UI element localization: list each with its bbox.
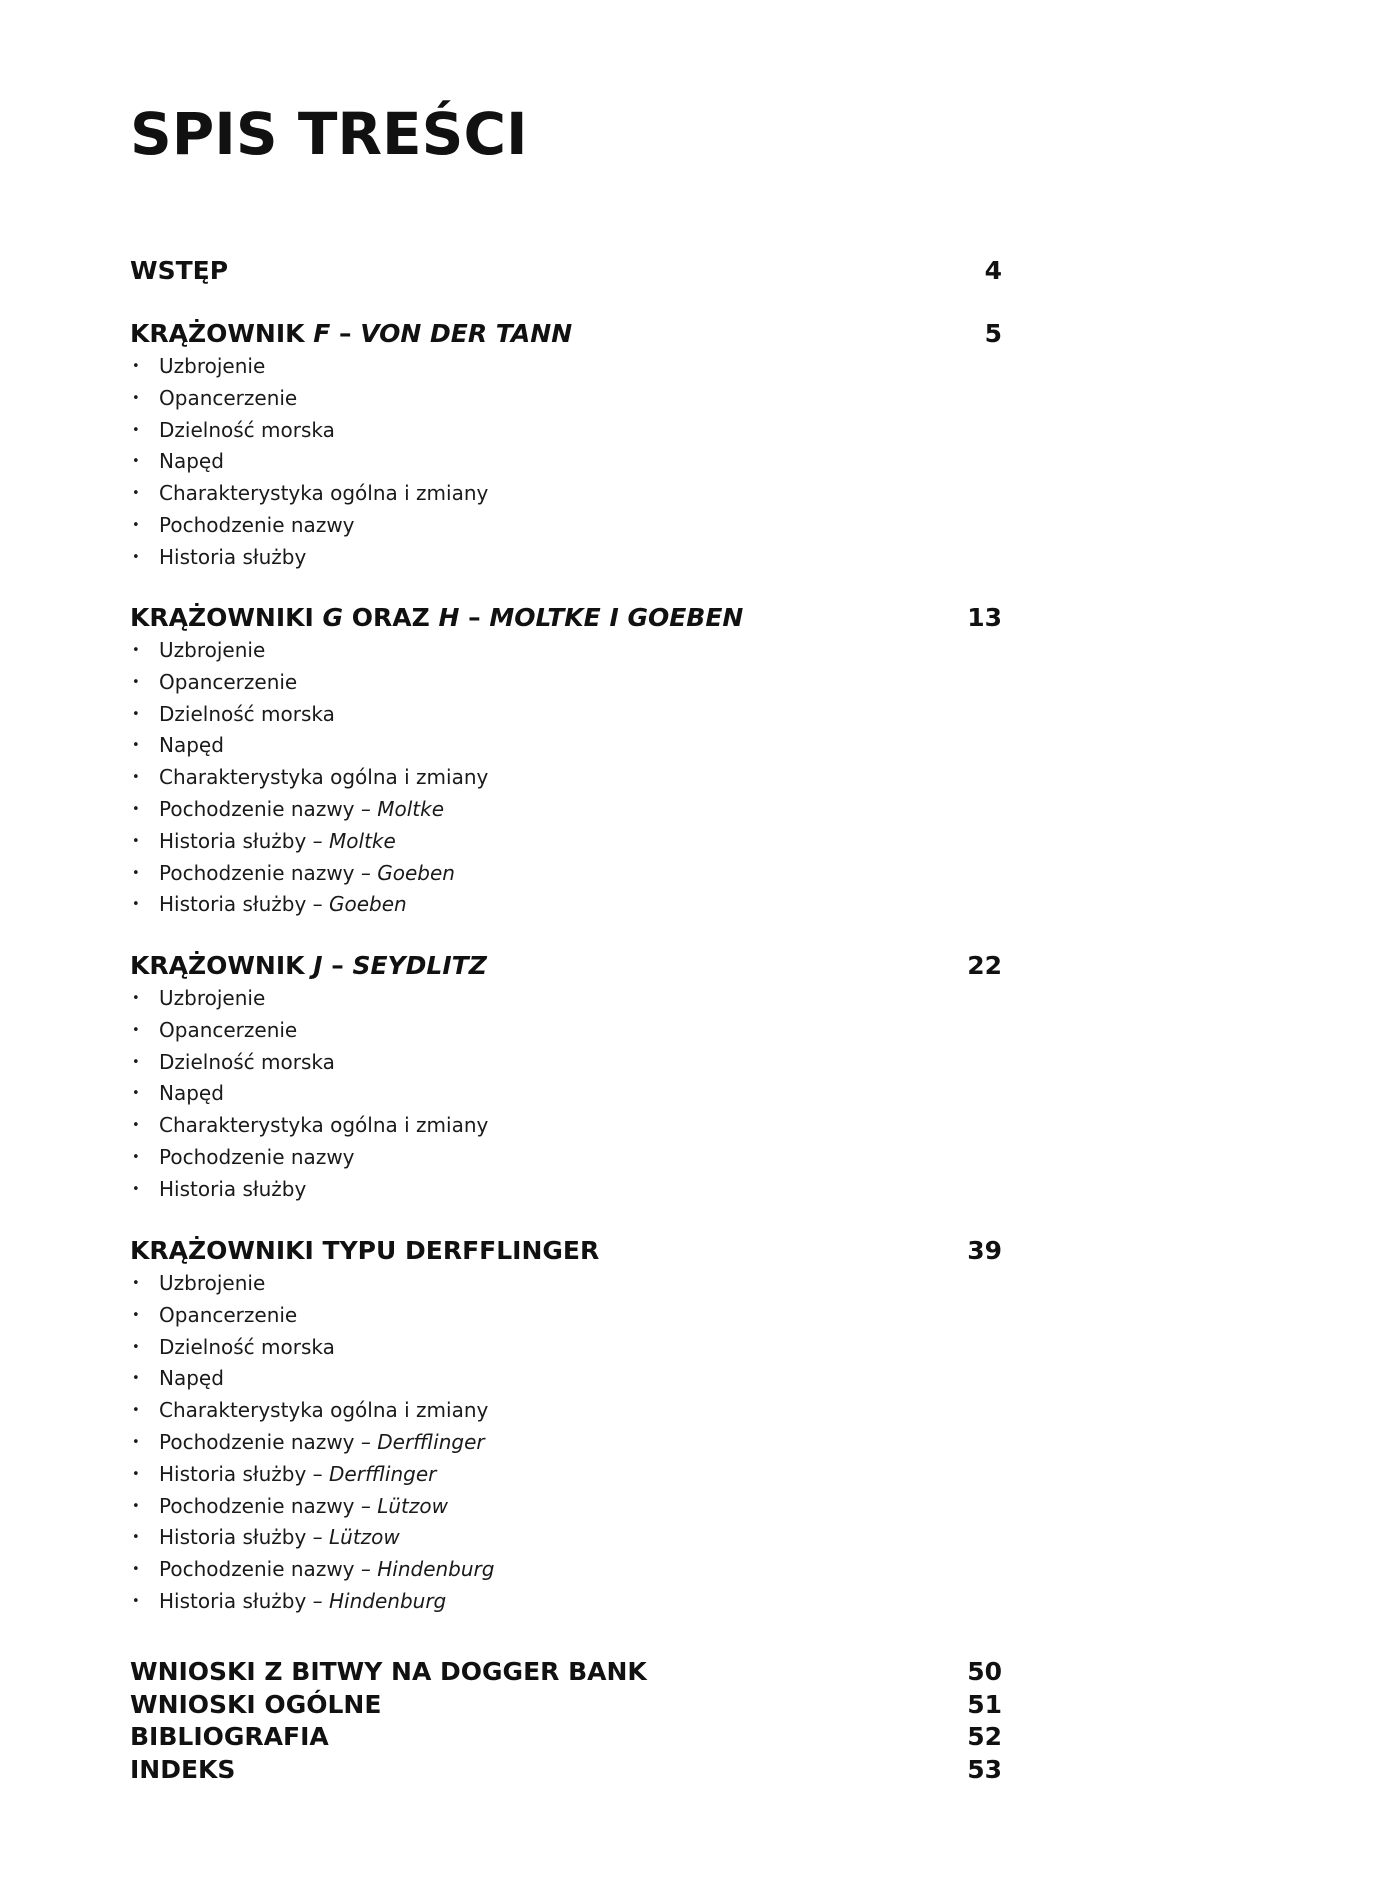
toc-page-number: 22 xyxy=(967,951,1002,980)
bullet-icon: • xyxy=(132,770,140,786)
toc-section-derfflinger xyxy=(130,1234,1002,1618)
toc-subitem xyxy=(130,542,1002,574)
toc-subitem-label: Historia służby xyxy=(159,544,307,569)
bullet-icon: • xyxy=(132,706,140,722)
bullet-icon: • xyxy=(132,454,140,470)
toc-section-heading xyxy=(130,317,1002,351)
toc-subitem-label: Pochodzenie nazwy xyxy=(159,512,355,537)
toc-subitem xyxy=(130,826,1002,858)
bullet-icon: • xyxy=(132,486,140,502)
toc-section-wstep xyxy=(130,254,1002,288)
bullet-icon: • xyxy=(132,422,140,438)
toc-subitem xyxy=(130,1142,1002,1174)
toc-page-number: 5 xyxy=(984,319,1002,348)
toc-section-heading xyxy=(130,1234,1002,1268)
toc-page-number: 4 xyxy=(984,256,1002,285)
toc-subitem-label: Dzielność morska xyxy=(159,1334,335,1359)
toc-subitem-label: Charakterystyka ogólna i zmiany xyxy=(159,1398,489,1423)
toc-subitem xyxy=(130,383,1002,415)
toc-section-heading xyxy=(130,949,1002,983)
toc-subitem-label: Napęd xyxy=(159,733,224,758)
toc-subitem-label: Uzbrojenie xyxy=(159,986,266,1010)
toc-section-title-part: F xyxy=(313,319,331,348)
toc-section-title-part: KRĄŻOWNIKI xyxy=(130,603,323,632)
toc-subitem-list xyxy=(130,983,1002,1206)
toc-section-von-der-tann xyxy=(130,317,1002,574)
toc-subitem-label: Historia służby xyxy=(159,1176,307,1201)
toc-section-title-part: H xyxy=(438,603,460,632)
toc-subitem-label: Historia służby – xyxy=(159,1461,330,1486)
bullet-icon: • xyxy=(132,517,140,533)
bullet-icon: • xyxy=(132,1022,140,1038)
toc-page-number: 51 xyxy=(967,1689,1002,1719)
toc-subitem xyxy=(130,446,1002,478)
toc-subitem xyxy=(130,1427,1002,1459)
toc-subitem-label: Pochodzenie nazwy – xyxy=(159,1429,378,1454)
bullet-icon: • xyxy=(132,1498,140,1514)
toc-subitem xyxy=(130,510,1002,542)
toc-entry-title: BIBLIOGRAFIA xyxy=(130,1722,329,1751)
toc-subitem-label: Uzbrojenie xyxy=(159,354,266,378)
toc-entry-title: INDEKS xyxy=(130,1754,236,1784)
toc-subitem xyxy=(130,635,1002,667)
toc-subitem xyxy=(130,1395,1002,1427)
toc-section-title xyxy=(130,949,487,983)
toc-subitem-list xyxy=(130,635,1002,921)
bullet-icon: • xyxy=(132,1086,140,1102)
toc-section-title xyxy=(130,601,743,635)
toc-subitem-label: Charakterystyka ogólna i zmiany xyxy=(159,481,489,506)
page-title: SPIS TREŚCI xyxy=(130,100,528,168)
toc-subitem-ship-name: Hindenburg xyxy=(329,1588,447,1613)
bullet-icon: • xyxy=(132,359,140,374)
bullet-icon: • xyxy=(132,1149,140,1165)
toc-subitem-ship-name: Derfflinger xyxy=(329,1461,437,1486)
toc-subitem-label: Historia służby – xyxy=(159,892,330,917)
toc-subitem-label: Napęd xyxy=(159,449,224,474)
toc-section-title xyxy=(130,317,572,351)
toc-subitem xyxy=(130,762,1002,794)
toc-entry-title: WNIOSKI Z BITWY NA DOGGER BANK xyxy=(130,1657,647,1686)
toc-subitem xyxy=(130,351,1002,383)
bullet-icon: • xyxy=(132,897,140,913)
bullet-icon: • xyxy=(132,1403,140,1419)
toc-subitem xyxy=(130,730,1002,762)
bullet-icon: • xyxy=(132,1054,140,1070)
toc-subitem-label: Dzielność morska xyxy=(159,417,335,442)
toc-subitem-label: Napęd xyxy=(159,1366,224,1391)
toc-subitem-label: Dzielność morska xyxy=(159,701,335,726)
toc-subitem-label: Historia służby – xyxy=(159,828,330,853)
toc-subitem-label: Uzbrojenie xyxy=(159,638,266,662)
toc-subitem-label: Charakterystyka ogólna i zmiany xyxy=(159,1113,489,1138)
bullet-icon: • xyxy=(132,833,140,849)
toc-subitem-list xyxy=(130,1268,1002,1618)
toc-subitem-ship-name: Lützow xyxy=(329,1525,400,1550)
toc-subitem-list xyxy=(130,351,1002,574)
toc-subitem xyxy=(130,1110,1002,1142)
toc-section-title-part: – xyxy=(459,603,490,632)
bullet-icon: • xyxy=(132,1181,140,1197)
toc-section-title xyxy=(130,1234,599,1268)
toc-subitem-label: Opancerzenie xyxy=(159,1017,298,1042)
toc-subitem xyxy=(130,1078,1002,1110)
toc-subitem-label: Opancerzenie xyxy=(159,669,298,694)
bullet-icon: • xyxy=(132,1118,140,1134)
bullet-icon: • xyxy=(132,1466,140,1482)
toc-section-title-part: ORAZ xyxy=(343,603,439,632)
toc-subitem xyxy=(130,699,1002,731)
bullet-icon: • xyxy=(132,674,140,690)
toc-section-title-part: VON DER TANN xyxy=(360,319,573,348)
toc-subitem-label: Napęd xyxy=(159,1081,224,1106)
toc-subitem xyxy=(130,1174,1002,1206)
toc-subitem-ship-name: Lützow xyxy=(377,1493,448,1518)
toc-subitem-label: Pochodzenie nazwy – xyxy=(159,1557,378,1582)
toc-entry-dogger-bank xyxy=(130,1656,1002,1689)
toc-subitem xyxy=(130,667,1002,699)
toc-page-number: 50 xyxy=(967,1657,1002,1686)
toc-subitem xyxy=(130,1015,1002,1047)
toc-section-title-part: G xyxy=(322,603,344,632)
bullet-icon: • xyxy=(132,1339,140,1355)
toc-page-number: 52 xyxy=(967,1722,1002,1751)
toc-subitem xyxy=(130,794,1002,826)
toc-section-title-part: MOLTKE I GOEBEN xyxy=(489,603,744,632)
toc-section-title-part: KRĄŻOWNIK xyxy=(130,951,314,980)
toc-subitem-ship-name: Goeben xyxy=(329,892,407,917)
toc-section-title-part: – xyxy=(322,951,353,980)
toc-subitem xyxy=(130,983,1002,1015)
toc-section-heading xyxy=(130,601,1002,635)
toc-subitem xyxy=(130,1363,1002,1395)
bullet-icon: • xyxy=(132,1562,140,1578)
toc-section-title-part: SEYDLITZ xyxy=(352,951,487,980)
toc-subitem-label: Historia służby – xyxy=(159,1525,330,1550)
toc-subitem-label: Pochodzenie nazwy xyxy=(159,1144,355,1169)
toc-subitem-ship-name: Moltke xyxy=(377,796,445,821)
bullet-icon: • xyxy=(132,738,140,754)
toc-subitem-label: Historia służby – xyxy=(159,1588,330,1613)
bullet-icon: • xyxy=(132,1434,140,1450)
toc-subitem-label: Pochodzenie nazwy – xyxy=(159,860,378,885)
toc-subitem xyxy=(130,858,1002,890)
bullet-icon: • xyxy=(132,549,140,565)
toc-subitem-label: Pochodzenie nazwy – xyxy=(159,1493,378,1518)
toc-entry-conclusions xyxy=(130,1689,1002,1722)
toc-subitem xyxy=(130,1459,1002,1491)
toc-page-number: 53 xyxy=(967,1754,1002,1784)
toc-section-title xyxy=(130,254,228,288)
toc-entry-index xyxy=(130,1754,1002,1787)
toc-subitem-label: Opancerzenie xyxy=(159,385,298,410)
toc-subitem-label: Dzielność morska xyxy=(159,1049,335,1074)
bullet-icon: • xyxy=(132,1307,140,1323)
toc-section-title-part: KRĄŻOWNIKI TYPU DERFFLINGER xyxy=(130,1236,600,1265)
toc-subitem-ship-name: Derfflinger xyxy=(377,1429,485,1454)
toc-subitem-ship-name: Hindenburg xyxy=(377,1557,495,1582)
bullet-icon: • xyxy=(132,1593,140,1609)
bullet-icon: • xyxy=(132,865,140,881)
toc-section-title-part: WSTĘP xyxy=(130,256,229,285)
toc-subitem xyxy=(130,1554,1002,1586)
toc-subitem-ship-name: Goeben xyxy=(377,860,455,885)
bullet-icon: • xyxy=(132,801,140,817)
toc-section-seydlitz xyxy=(130,949,1002,1206)
toc-subitem xyxy=(130,1586,1002,1618)
toc-section-title-part: – xyxy=(330,319,361,348)
bullet-icon: • xyxy=(132,1371,140,1387)
toc-page-number: 39 xyxy=(967,1236,1002,1265)
toc-final-entries xyxy=(130,1656,1002,1786)
toc-section-heading xyxy=(130,254,1002,288)
bullet-icon: • xyxy=(132,1276,140,1291)
toc-subitem xyxy=(130,1522,1002,1554)
toc-entry-title: WNIOSKI OGÓLNE xyxy=(130,1689,382,1719)
toc-subitem-ship-name: Moltke xyxy=(329,828,396,853)
bullet-icon: • xyxy=(132,390,140,406)
toc-subitem xyxy=(130,889,1002,921)
toc-subitem xyxy=(130,1268,1002,1300)
toc-subitem xyxy=(130,1300,1002,1332)
bullet-icon: • xyxy=(132,1530,140,1546)
toc-subitem xyxy=(130,415,1002,447)
toc-subitem-label: Uzbrojenie xyxy=(159,1271,266,1295)
toc-subitem-label: Pochodzenie nazwy – xyxy=(159,796,378,821)
toc-section-moltke-goeben xyxy=(130,601,1002,921)
toc-entry-bibliography xyxy=(130,1721,1002,1754)
toc-subitem-label: Charakterystyka ogólna i zmiany xyxy=(159,765,489,790)
toc-subitem xyxy=(130,1491,1002,1523)
toc-page-number: 13 xyxy=(967,603,1002,632)
toc-subitem xyxy=(130,1047,1002,1079)
toc-subitem-label: Opancerzenie xyxy=(159,1302,298,1327)
bullet-icon: • xyxy=(132,643,140,658)
toc-subitem xyxy=(130,478,1002,510)
bullet-icon: • xyxy=(132,991,140,1006)
toc-subitem xyxy=(130,1332,1002,1364)
toc-section-title-part: KRĄŻOWNIK xyxy=(130,319,314,348)
toc-section-title-part: J xyxy=(313,951,323,980)
